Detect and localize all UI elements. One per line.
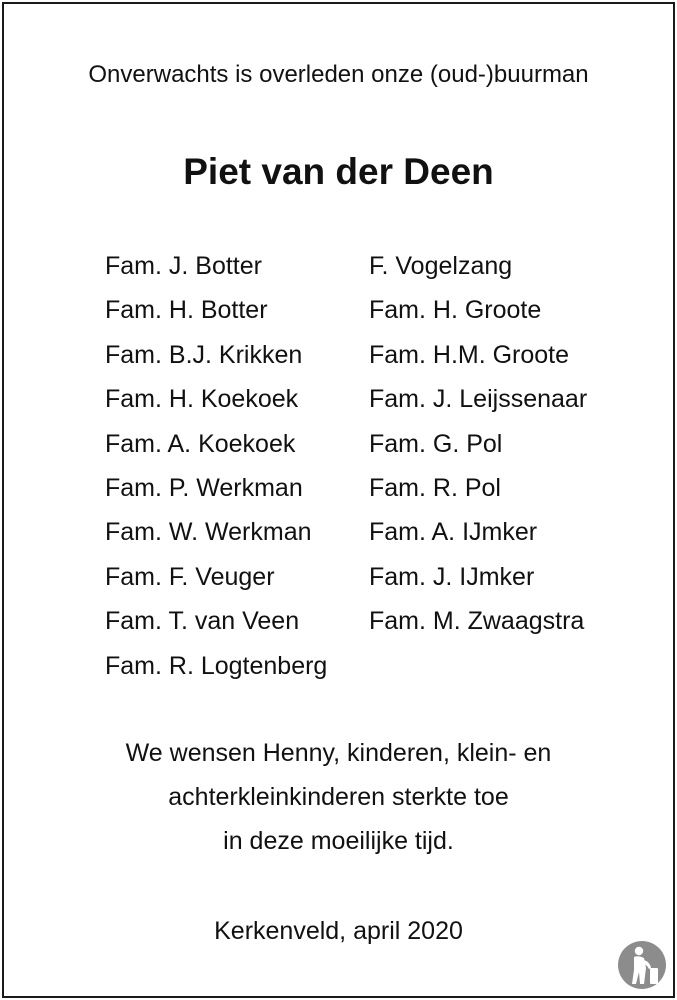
deceased-name: Piet van der Deen	[183, 151, 494, 192]
obituary-card	[2, 2, 675, 998]
family-name: Fam. B.J. Krikken	[105, 340, 303, 369]
intro-text: Onverwachts is overleden onze (oud-)buurman	[88, 61, 589, 88]
place-date: Kerkenveld, april 2020	[214, 917, 463, 945]
closing-message	[4, 735, 673, 867]
family-name: Fam. H.M. Groote	[369, 340, 570, 369]
closing-line: achterkleinkinderen sterkte toe	[168, 783, 509, 811]
families-left-column	[105, 248, 327, 692]
families-right-column	[369, 248, 587, 648]
closing-line: We wensen Henny, kinderen, klein- en	[125, 739, 552, 767]
family-name: Fam. W. Werkman	[105, 518, 312, 547]
closing-line: in deze moeilijke tijd.	[223, 827, 454, 855]
family-name: Fam. R. Logtenberg	[105, 651, 328, 680]
family-name: Fam. A. IJmker	[369, 518, 538, 547]
family-name: Fam. J. IJmker	[369, 562, 535, 591]
family-name: Fam. A. Koekoek	[105, 429, 296, 458]
family-name: Fam. F. Veuger	[105, 562, 275, 591]
family-name: Fam. R. Pol	[369, 473, 501, 502]
family-name: Fam. J. Botter	[105, 252, 262, 280]
family-name: Fam. M. Zwaagstra	[369, 607, 585, 636]
mourning-figure-icon	[617, 940, 667, 990]
family-name: Fam. H. Koekoek	[105, 385, 299, 414]
family-name: Fam. G. Pol	[369, 429, 503, 458]
family-name: Fam. H. Botter	[105, 296, 268, 325]
family-name: Fam. H. Groote	[369, 296, 542, 325]
family-name: Fam. T. van Veen	[105, 607, 300, 636]
family-name: F. Vogelzang	[369, 252, 513, 280]
family-name: Fam. P. Werkman	[105, 473, 303, 502]
family-name: Fam. J. Leijssenaar	[369, 385, 588, 414]
